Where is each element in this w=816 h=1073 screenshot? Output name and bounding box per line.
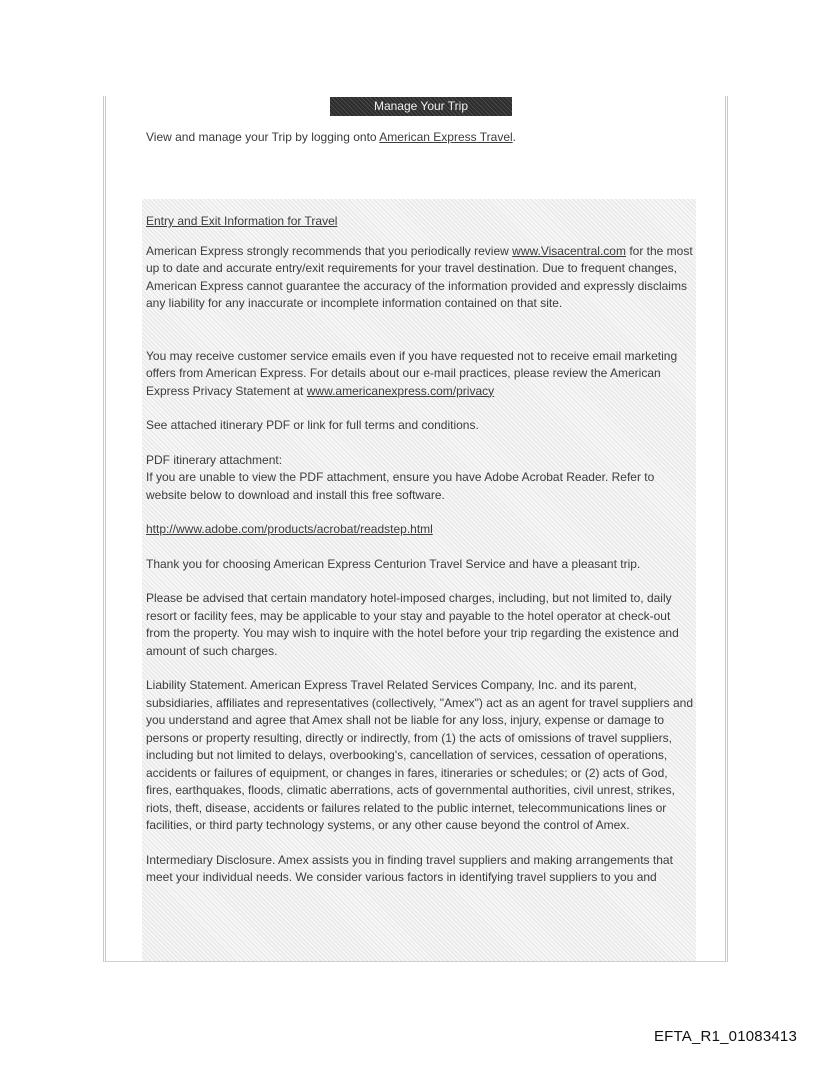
section-title-manage-trip: Manage Your Trip [330, 97, 512, 116]
pdf-attachment-label: PDF itinerary attachment: [146, 452, 283, 467]
hotel-charges-text: Please be advised that certain mandatory hotel-imposed charges, including, but not limited to, daily resort or facility fees, may be applicable to your stay and payable to the hotel operator at check-out from the property. You may wish to inquire with the hotel before your trip regarding the existence and amount of such charges. [146, 591, 679, 658]
american-express-travel-link[interactable]: American Express Travel [379, 130, 513, 144]
visacentral-link[interactable]: www.Visacentral.com [512, 243, 626, 258]
entry-exit-heading-link[interactable]: Entry and Exit Information for Travel [146, 214, 338, 228]
adobe-reader-link[interactable]: http://www.adobe.com/products/acrobat/readstep.html [146, 522, 433, 536]
p1-text-b: for the most up to date and accurate entry/exit requirements for your travel destination. Due to frequent changes, American Express cannot guarantee the accuracy of the information provided and expressly disclaims any liability for any inaccurate or incomplete information contained on that site. [146, 243, 693, 310]
pdf-attachment-text: If you are unable to view the PDF attachment, ensure you have Adobe Acrobat Reader. Refer to website below to download and install this free software. [146, 470, 655, 502]
p2-text: You may receive customer service emails even if you have requested not to receive email marketing offers from American Express. For details about our e-mail practices, please review the American Express Privacy Statement at [146, 348, 678, 398]
intro-end: . [512, 130, 517, 144]
intermediary-disclosure: Intermediary Disclosure. Amex assists you in finding travel suppliers and making arrangements that meet your individual needs. We consider various factors in identifying travel suppliers to you and [146, 852, 673, 884]
thank-you-text: Thank you for choosing American Express Centurion Travel Service and have a pleasant trip. [146, 556, 641, 571]
intro-line [146, 129, 516, 145]
p1-text-a: American Express strongly recommends that you periodically review [146, 243, 513, 258]
privacy-link[interactable]: www.americanexpress.com/privacy [306, 383, 495, 398]
intro-text: View and manage your Trip by logging onto [146, 130, 380, 144]
liability-statement: Liability Statement. American Express Travel Related Services Company, Inc. and its parent, subsidiaries, affiliates and representatives (collectively, "Amex") act as an agent for travel suppliers and you understand and agree that Amex shall not be liable for any loss, injury, expense or damage to persons or property resulting, directly or indirectly, from (1) the acts of omissions of travel suppliers, including but not limited to delays, overbooking's, cancellation of services, cessation of operations, accidents or failures of equipment, or changes in fares, itineraries or schedules; or (2) acts of God, fires, earthquakes, floods, climatic aberrations, acts of governmental authorities, civil unrest, strikes, riots, theft, disease, accidents or failures related to the public internet, telecommunications lines or facilities, or third party technology systems, or any other cause beyond the control of Amex. [146, 678, 694, 832]
terms-content [146, 213, 694, 887]
document-id: EFTA_R1_01083413 [653, 1028, 797, 1045]
p3-text: See attached itinerary PDF or link for full terms and conditions. [146, 418, 479, 432]
